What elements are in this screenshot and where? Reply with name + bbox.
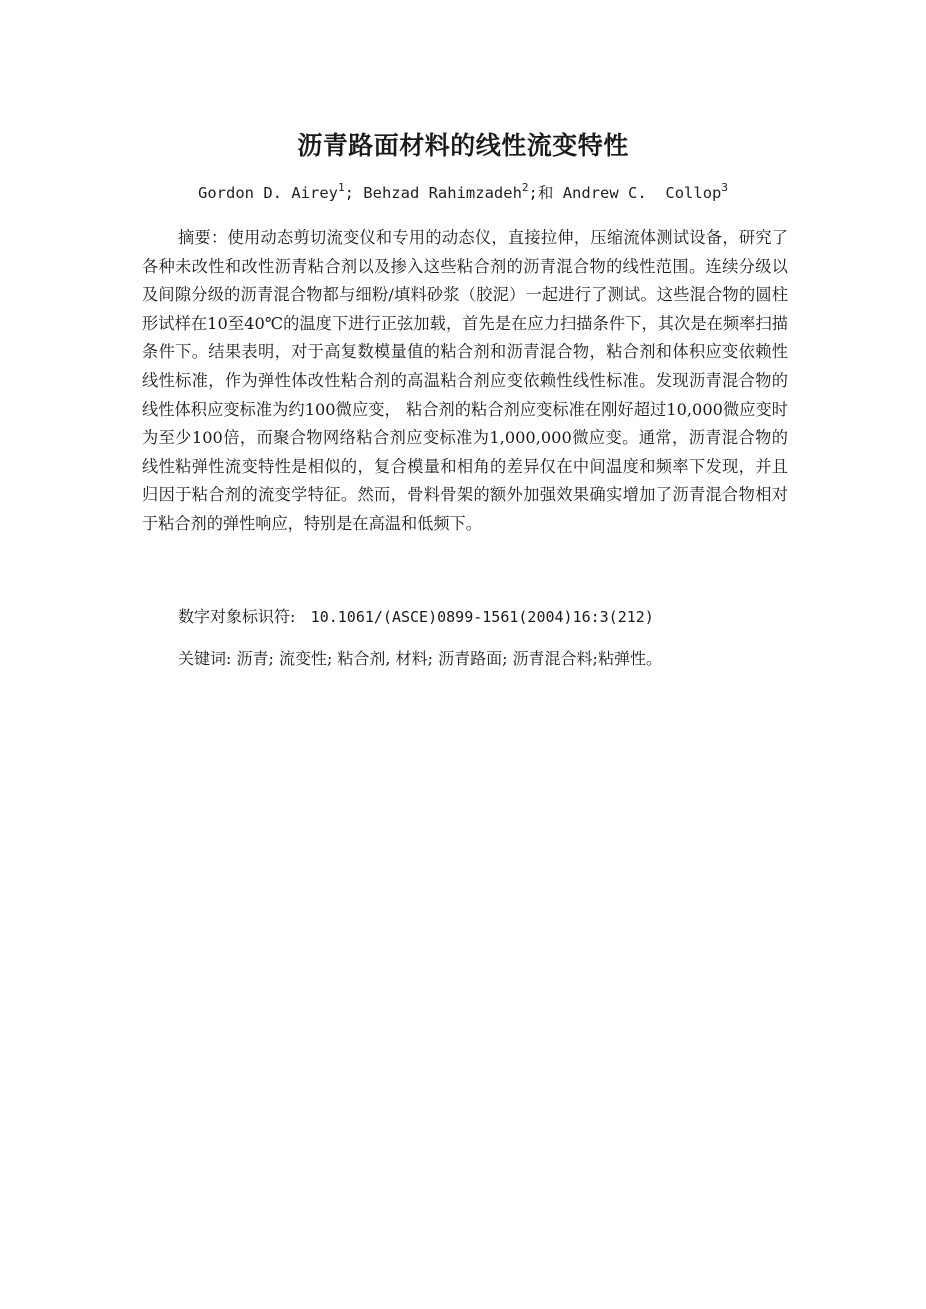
author-separator: ;和: [528, 184, 563, 202]
author-name: Gordon D. Airey: [198, 184, 338, 202]
keywords-line: 关键词: 沥青; 流变性; 粘合剂, 材料; 沥青路面; 沥青混合料;粘弹性。: [178, 649, 662, 668]
abstract-paragraph: 摘要：使用动态剪切流变仪和专用的动态仪，直接拉伸，压缩流体测试设备，研究了各种未改性和改性沥青粘合剂以及掺入这些粘合剂的沥青混合物的线性范围。连续分级以及间隙分级的沥青混合物都与细粉/填料砂浆（胶泥）一起进行了测试。这些混合物的圆柱形试样在10至40℃的温度下进行正弦加载，首先是在应力扫描条件下，其次是在频率扫描条件下。结果表明，对于高复数模量值的粘合剂和沥青混合物，粘合剂和体积应变依赖性线性标准，作为弹性体改性粘合剂的高温粘合剂应变依赖性线性标准。发现沥青混合物的线性体积应变标准为约100微应变， 粘合剂的粘合剂应变标准在刚好超过10,000微应变时为至少100倍，而聚合物网络粘合剂应变标准为1,000,000微应变。通常，沥青混合物的线性粘弹性流变特性是相似的，复合模量和相角的差异仅在中间温度和频率下发现，并且归因于粘合剂的流变学特征。然而，骨料骨架的额外加强效果确实增加了沥青混合物相对于粘合剂的弹性响应，特别是在高温和低频下。: [142, 228, 788, 533]
author-affiliation-mark: 2: [521, 181, 529, 194]
paper-title: 沥青路面材料的线性流变特性: [297, 131, 629, 160]
doi-value[interactable]: 10.1061/(ASCE)0899-1561(2004)16:3(212): [310, 608, 654, 626]
author-name: Andrew C. Collop: [562, 184, 722, 202]
doi-label: 数字对象标识符:: [178, 607, 296, 626]
author-separator: ;: [344, 184, 364, 202]
author-line: [0, 181, 926, 203]
author-affiliation-mark: 1: [337, 181, 345, 194]
doi-line: [178, 604, 654, 627]
author-affiliation-mark: 3: [721, 181, 728, 194]
author-name: Behzad Rahimzadeh: [363, 184, 522, 202]
